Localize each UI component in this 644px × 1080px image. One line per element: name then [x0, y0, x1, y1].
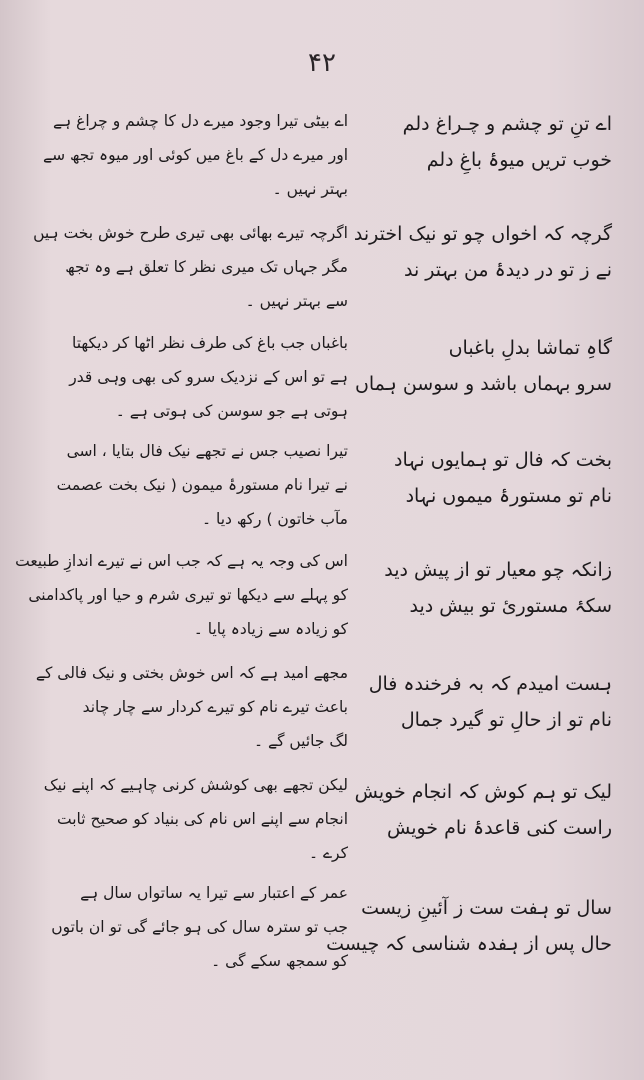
verse-line: حال پس از ہفدہ شناسی کہ چیست [326, 933, 612, 955]
verse-line: لیک تو ہم کوش کہ انجام خویش [354, 781, 612, 803]
translation-line: مگر جہاں تک میری نظر کا تعلق ہے وہ تجھ [65, 258, 348, 276]
translation-line: ہوتی ہے جو سوسن کی ہوتی ہے ۔ [115, 402, 348, 420]
translation-line: باغباں جب باغ کی طرف نظر اٹھا کر دیکھتا [71, 334, 348, 352]
urdu-translation [43, 104, 348, 206]
translation-line: تیرا نصیب جس نے تجھے نیک فال بتایا ، اسی [66, 442, 348, 460]
urdu-translation [51, 876, 348, 978]
translation-line: لگ جائیں گے ۔ [253, 732, 348, 750]
translation-line: اس کی وجہ یہ ہے کہ جب اس نے تیرے اندازِ طبیعت [15, 552, 348, 570]
translation-line: کو زیادہ سے زیادہ پایا ۔ [193, 620, 348, 638]
translation-line: جب تو سترہ سال کی ہو جائے گی تو ان باتوں [51, 918, 348, 936]
verse-line: گرچہ کہ اخواں چو تو نیک اخترند [353, 223, 612, 245]
verse-line: اے تنِ تو چشم و چـراغ دلم [402, 113, 612, 135]
urdu-translation [58, 434, 348, 536]
verse-line: زانکہ چو معیار تو از پیش دید [384, 559, 612, 581]
verse-line: سکۂ مستوریٔ تو بیش دید [409, 595, 612, 617]
translation-line: کرے ۔ [308, 844, 348, 862]
persian-verse [353, 216, 612, 288]
translation-line: مجھے امید ہے کہ اس خوش بختی و نیک فالی کے [35, 664, 348, 682]
verse-line: سال تو ہفت ست ز آئینِ زیست [361, 897, 612, 919]
page-number: ۴۲ [308, 48, 336, 78]
persian-verse [372, 106, 612, 178]
verse-line: بخت کہ فال تو ہمایوں نہاد [394, 449, 612, 471]
translation-line: باعث تیرے نام کو تیرے کردار سے چار چاند [82, 698, 348, 716]
persian-verse [368, 666, 612, 738]
verse-line: نام تو از حالِ تو گیرد جمال [400, 709, 612, 731]
urdu-translation [43, 768, 348, 870]
verse-line: نام تو مستورۂ میموں نہاد [405, 485, 612, 507]
verse-line: گاہِ تماشا بدلِ باغباں [448, 337, 612, 359]
verse-line: خوب تریں میوۂ باغِ دلم [426, 149, 612, 171]
persian-verse [326, 890, 612, 962]
persian-verse [372, 442, 612, 514]
verse-line: سرو بہماں باشد و سوسن ہماں [354, 373, 612, 395]
translation-line: اور میرے دل کے باغ میں کوئی اور میوہ تجھ سے [43, 146, 348, 164]
translation-line: عمر کے اعتبار سے تیرا یہ ساتواں سال ہے [80, 884, 348, 902]
persian-verse [354, 774, 612, 846]
translation-line: نے تیرا نام مستورۂ میمون ( نیک بخت عصمت [56, 476, 348, 494]
translation-line: کو سمجھ سکے گی ۔ [211, 952, 348, 970]
verse-line: راست کنی قاعدۂ نام خویش [386, 817, 612, 839]
urdu-translation [15, 544, 348, 646]
verse-line: ہست امیدم کہ بہ فرخندہ فال [368, 673, 612, 695]
urdu-translation [33, 216, 348, 318]
translation-line: اگرچہ تیرے بھائی بھی تیری طرح خوش بخت ہیں [33, 224, 348, 242]
translation-line: مآب خاتون ) رکھ دیا ۔ [202, 510, 348, 528]
translation-line: اے بیٹی تیرا وجود میرے دل کا چشم و چراغ ہے [52, 112, 348, 130]
persian-verse [354, 330, 612, 402]
translation-line: لیکن تجھے بھی کوشش کرنی چاہیے کہ اپنے نیک [43, 776, 348, 794]
translation-line: کو پہلے سے دیکھا تو تیری شرم و حیا اور پاکدامنی [28, 586, 348, 604]
urdu-translation [35, 656, 348, 758]
translation-line: ہے تو اس کے نزدیک سرو کی بھی وہی قدر [69, 368, 348, 386]
translation-line: بہتر نہیں ۔ [272, 180, 348, 198]
verse-line: نے ز تو در دیدۂ من بہتر ند [403, 259, 612, 281]
persian-verse [372, 552, 612, 624]
urdu-translation [58, 326, 348, 428]
translation-line: سے بہتر نہیں ۔ [245, 292, 348, 310]
translation-line: انجام سے اپنے اس نام کی بنیاد کو صحیح ثابت [57, 810, 348, 828]
